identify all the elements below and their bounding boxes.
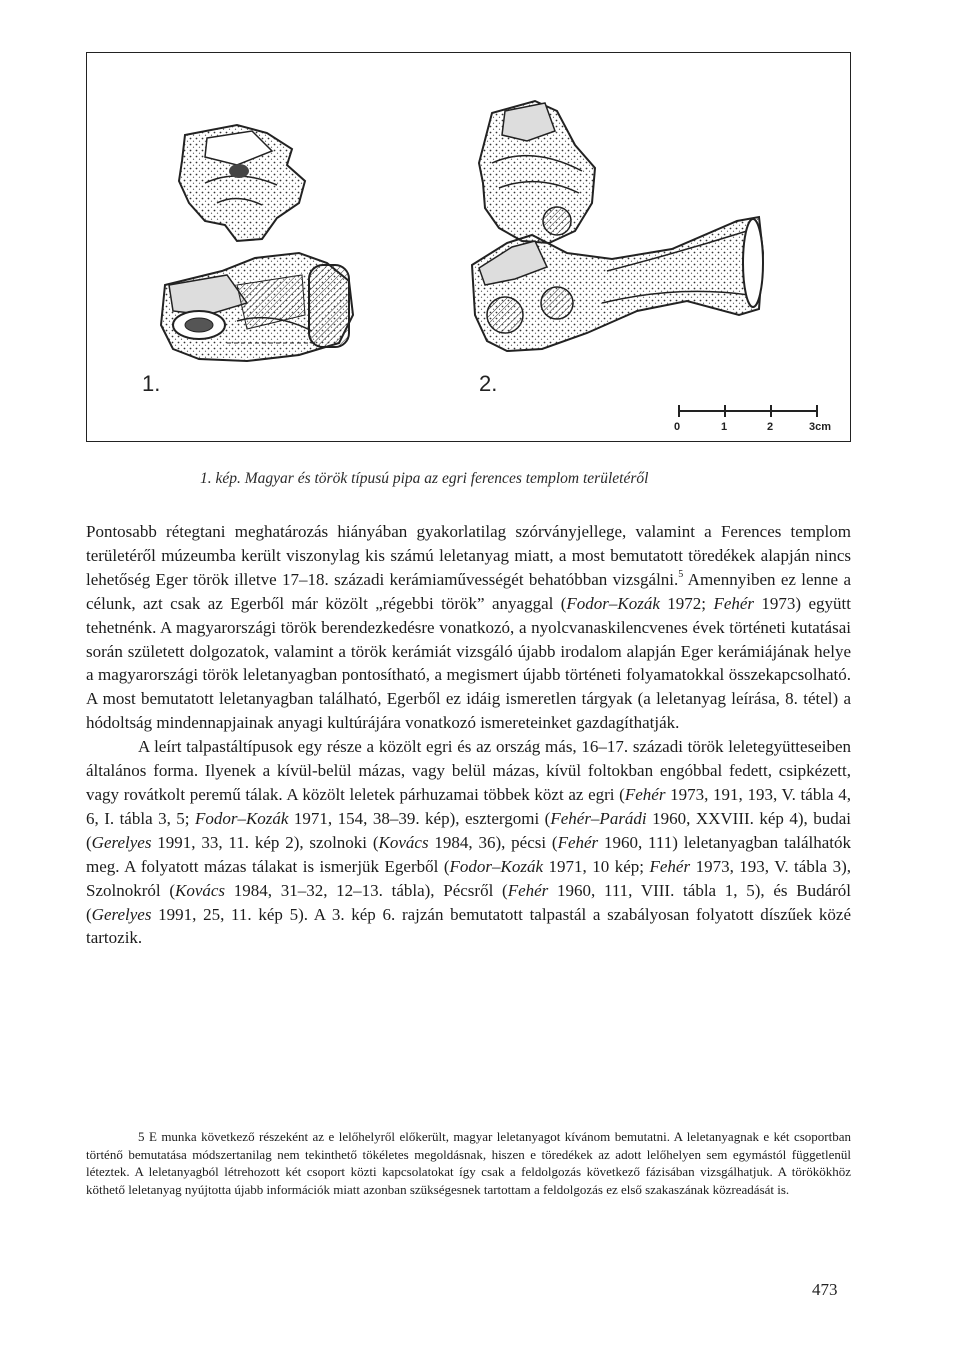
- body-text: [86, 520, 851, 950]
- pipe-1-body-icon: [161, 253, 353, 361]
- text-run: 1973, 191, 193, V. tábla 4, 6, I. tábla 3, 5;: [86, 784, 851, 828]
- author-citation: Fehér: [507, 880, 549, 900]
- author-citation: Fehér: [557, 832, 599, 852]
- pipe-1-fragment-icon: [179, 125, 305, 241]
- author-citation: Fehér–Parádi: [550, 808, 647, 828]
- text-run: Pontosabb rétegtani meghatározás hiányában gyakorlatilag szórványjellege, valamint a Ferences templom területéről múzeumba került viszonylag kis számú leletanyag miatt, a most bemutatott töredékek alapján nincs lehetőség Eger török illetve 17–18. századi kerámiaművességét behatóbban vizsgálni.: [86, 522, 851, 589]
- author-citation: Fehér: [713, 593, 755, 613]
- paragraph-1: [86, 520, 851, 735]
- text-run: Amennyiben ez lenne a célunk, azt csak az Egerből már közölt „régebbi török” anyaggal (: [86, 569, 851, 613]
- text-run: 1972;: [659, 593, 714, 613]
- text-run: 1991, 33, 11. kép 2), szolnoki (: [151, 832, 379, 852]
- text-run: A leírt talpastáltípusok egy része a közölt egri és az ország más, 16–17. századi török leletegyütteseiben általános forma. Ilyenek a kívül-belül mázas, vagy belül mázas, kívül foltokban engóbbal fedett, csipkézett, vagy rovátkolt peremű tálak. A közölt leletek párhuzamai többek közt az egri (: [86, 737, 851, 804]
- footnotes: [86, 1128, 851, 1198]
- text-run: 1973) együtt tehetnénk. A magyarországi török berendezkedésre vonatkozó, a nyolcvanaskilencvenes évek történeti kutatásai során született dolgozatok, valamint a török kerámiát vizsgáló újabb irodalom alapján Eger kerámiájának helye a magyarországi török leletanyagban pontosítható, a megismert újabb történeti folyamatokkal összekapcsolható. A most bemutatott leletanyagban található, Egerből ez idáig ismeretlen tárgyak (a leletanyag leírása, 8. tétel) a hódoltság mindennapjainak anyagi kultúrájára vonatkozó ismereteinket gazdagíthatják.: [86, 593, 851, 733]
- figure-label-2: 2.: [479, 371, 498, 396]
- text-run: 1960, 111, VIII. tábla 1, 5), és Budáról (: [86, 880, 852, 924]
- text-run: 1960, 111) leletanyagban találhatók meg. A folyatott mázas tálakat is ismerjük Egerből (: [86, 832, 851, 876]
- scale-bar: [679, 405, 817, 417]
- scale-tick-0: 0: [674, 421, 681, 433]
- pipe-2-fragment-icon: [479, 101, 595, 243]
- text-run: 1973, 193, V. tábla 3), Szolnokról (: [86, 856, 851, 900]
- scale-tick-3: 3cm: [809, 421, 832, 433]
- text-run: 1971, 10 kép;: [543, 856, 650, 876]
- text-run: 1991, 25, 11. kép 5). A 3. kép 6. rajzán bemutatott talpastál a szabályosan folyatott díszűek közé tartozik.: [86, 904, 851, 948]
- figure-label-1: 1.: [142, 371, 161, 396]
- figure-caption: 1. kép. Magyar és török típusú pipa az egri ferences templom területéről: [200, 470, 649, 487]
- author-citation: Fodor–Kozák: [194, 808, 289, 828]
- author-citation: Kovács: [174, 880, 226, 900]
- author-citation: Gerelyes: [91, 832, 152, 852]
- author-citation: Fodor–Kozák: [566, 593, 660, 613]
- scale-tick-1: 1: [721, 421, 728, 433]
- author-citation: Fehér: [649, 856, 691, 876]
- author-citation: Fodor–Kozák: [449, 856, 544, 876]
- text-run: 1971, 154, 38–39. kép), esztergomi (: [288, 808, 551, 828]
- scale-tick-2: 2: [767, 421, 774, 433]
- figure-panel: [86, 52, 851, 442]
- text-run: 1984, 31–32, 12–13. tábla), Pécsről (: [225, 880, 508, 900]
- page-number: 473: [812, 1280, 838, 1299]
- footnote-ref: 5: [678, 568, 684, 580]
- pipe-drawings: [87, 53, 852, 443]
- footnote-5: 5 E munka következő részeként az e lelőhelyről előkerült, magyar leletanyagot kívánom bemutatni. A leletanyagnak e két csoportban történő bemutatása módszertanilag nem tekinthető tökéletes megoldásnak, hiszen e töredékek az adott lelőhelyen sem egymástól függetlenül léteztek. A leletanyagból létrehozott két csoport közti kapcsolatokat így csak a feldolgozás következő fázisában vizsgálhatjuk. A törökökhöz köthető leletanyag nyújtotta újabb információk miatt azonban szükségesnek tartottam a feldolgozás ez első szakaszának közreadását is.: [86, 1129, 851, 1197]
- author-citation: Gerelyes: [91, 904, 152, 924]
- text-run: 1960, XXVIII. kép 4), budai (: [86, 808, 851, 852]
- paragraph-2: [86, 735, 851, 950]
- text-run: 1984, 36), pécsi (: [428, 832, 558, 852]
- author-citation: Kovács: [378, 832, 429, 852]
- author-citation: Fehér: [624, 784, 666, 804]
